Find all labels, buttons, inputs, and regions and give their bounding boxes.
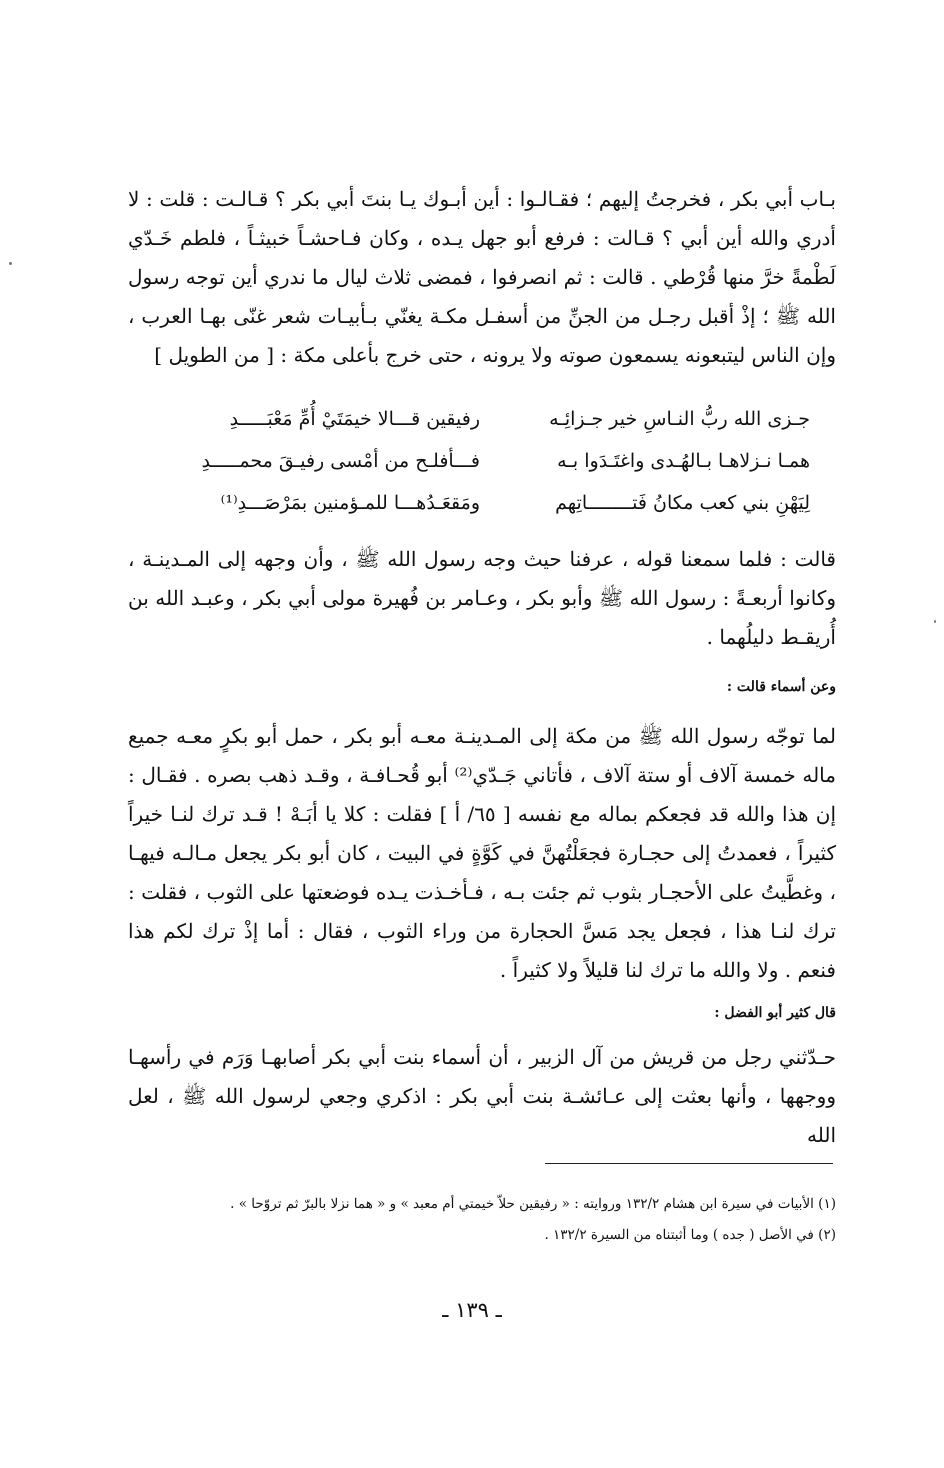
footnote-1: (١) الأبيات في سيرة ابن هشام ١٣٢/٢ وروايته : « رفيقين حلاّ خيمتي أم معبد » و « هما نزلا بالبرّ ثم تروّحا » . [230,1196,836,1212]
poem-first-hemistich: همـا نـزلاهـا بـالهُـدى واغتَـدَوا بـه [557,450,810,472]
scan-speck [9,262,12,265]
paragraph-2: قالت : فلما سمعنا قوله ، عرفنا حيث وجه رسول الله ﷺ ، وأن وجهه إلى المـدينـة ، وكانوا أربعـةً : رسول الله ﷺ وأبو بكر ، وعـامر بن فُهيرة مولى أبي بكر ، وعبـد الله بن أُريقـط دليلُهما . [128,547,836,649]
poem [170,398,810,524]
poem-line [170,398,810,440]
poem-second-hemistich: فـــأفلـح من أمْسى رفيـقَ محمـــــدِ [201,450,480,472]
paragraph-4: حـدّثني رجل من قريش من آل الزبير ، أن أسماء بنت أبي بكر أصابهـا وَرَم في رأسهـا ووجهها ، وأنها بعثت إلى عـائشـة بنت أبي بكر : اذكري وجعي لرسول الله ﷺ ، لعل الله [128,1045,836,1147]
subheading-asma: وعن أسماء قالت : [726,679,836,695]
subheading-kathir: قال كثير أبو الفضل : [714,1005,836,1021]
paragraph-3: لما توجّه رسول الله ﷺ من مكة إلى المـدينـة معـه أبو بكر ، حمل أبو بكرٍ معـه جميع ماله خمسة آلاف أو ستة آلاف ، فأتاني جَـدّي⁽²⁾ أبو قُحـافـة ، وقـد ذهب بصره . فقـال : إن هذا والله قد فجعكم بماله مع نفسه [ ٦٥/ أ ] فقلت : كلا يا أبَـهْ ! قـد ترك لنـا خيراً كثيراً ، فعمدتُ إلى حجـارة فجعَلْتُهنَّ في كَوَّةٍ في البيت ، كان أبو بكر يجعل مـالـه فيهـا ، وغطَّيتُ على الأحجـار بثوب ثم جئت بـه ، فـأخـذت يـده فوضعتها على الثوب ، فقلت : ترك لنـا هذا ، فجعل يجد مَسَّ الحجارة من وراء الثوب ، فقال : أما إذْ ترك لكم هذا فنعم . ولا والله ما ترك لنا قليلاً ولا كثيراً . [128,724,837,982]
poem-line [170,482,810,524]
poem-first-hemistich: جـزى الله ربُّ النـاسِ خير جـزائِـه [549,408,810,430]
paragraph-1: بـاب أبي بكر ، فخرجتُ إليهم ؛ فقـالـوا : أين أبـوك يـا بنتَ أبي بكر ؟ قـالـت : قلت : لا أدري والله أين أبي ؟ قـالت : فرفع أبو جهل يـده ، وكان فـاحشـاً خبيثـاً ، فلطم خَـدّي لَطْمةً خرَّ منها قُرْطي . قالت : ثم انصرفوا ، فمضى ثلاث ليال ما ندري أين توجه رسول الله ﷺ ؛ إذْ أقبل رجـل من الجنِّ من أسفـل مكـة يغنّي بـأبيـات شعر غنّى بهـا العرب ، وإن الناس ليتبعونه يسمعون صوته ولا يرونه ، حتى خرج بأعلى مكة : [ من الطويل ] [128,187,836,367]
poem-first-hemistich: لِيَهْنِ بني كعب مكانُ فَتــــــــاتِهم [555,492,810,514]
poem-second-hemistich: رفيقين قـــالا خيمَتَيْ أُمِّ مَعْبَـــــدِ [229,408,480,430]
footnote-separator [545,1163,833,1164]
scan-speck [934,620,936,623]
page-number: ـ ١٣٩ ـ [442,1298,502,1322]
poem-line [170,440,810,482]
poem-second-hemistich: ومَقعَـدُهـــا للمـؤمنين بمَرْصَـــدِ⁽¹⁾ [220,492,480,514]
footnote-2: (٢) في الأصل ( جده ) وما أثبتناه من السيرة ١٣٢/٢ . [544,1227,836,1243]
